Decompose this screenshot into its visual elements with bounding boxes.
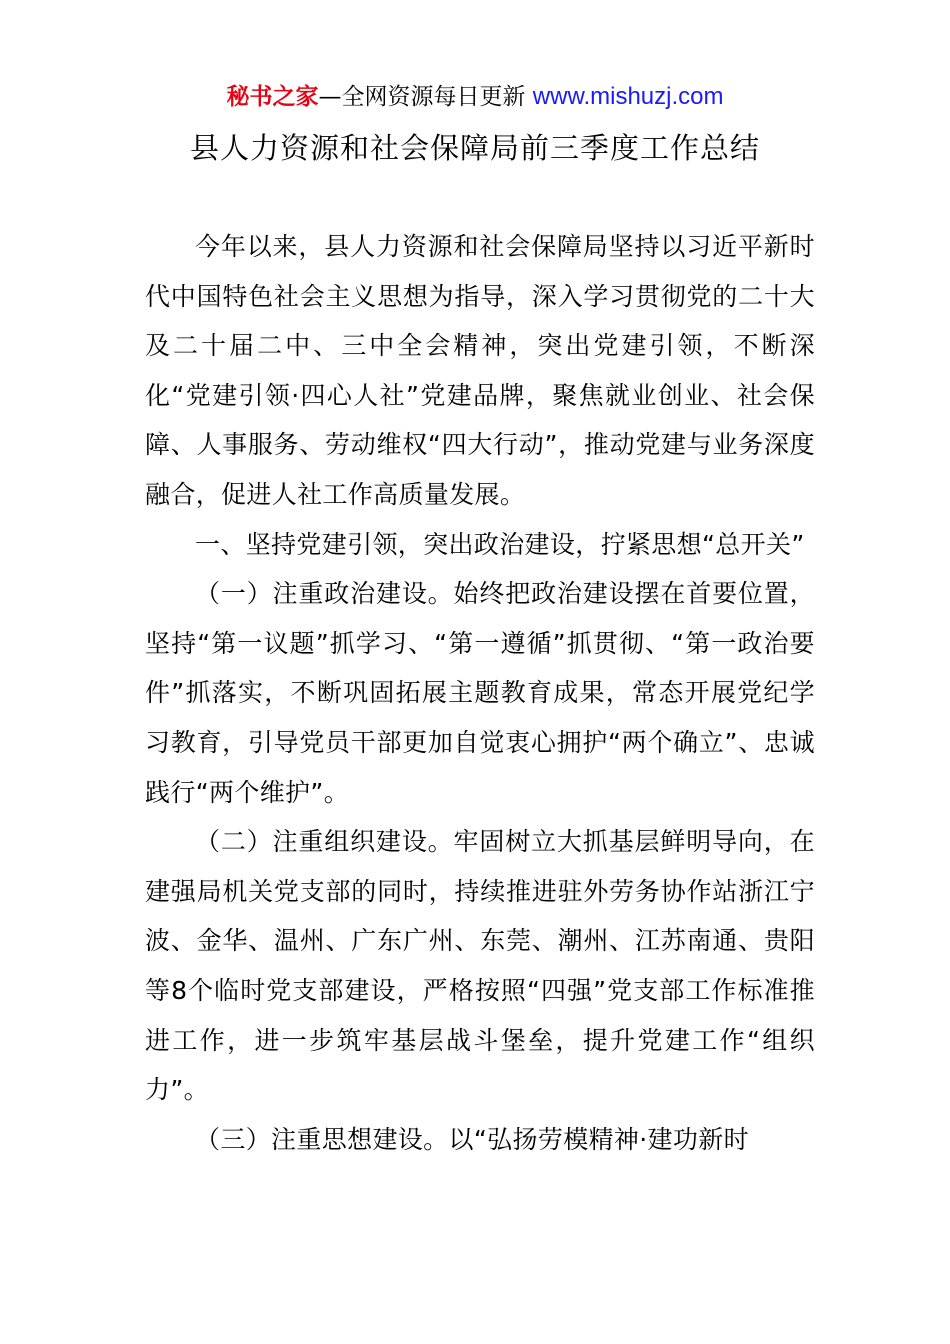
subsection-paragraph-2: （二）注重组织建设。牢固树立大抓基层鲜明导向，在建强局机关党支部的同时，持续推进驻外劳务协作站浙江宁波、金华、温州、广东广州、东莞、潮州、江苏南通、贵阳等8个临时党支部建设，严格按照“四强”党支部工作标准推进工作，进一步筑牢基层战斗堡垒，提升党建工作“组织力”。 (145, 827, 815, 1105)
document-body (145, 222, 815, 1164)
header-tagline: —全网资源每日更新 (318, 84, 533, 110)
site-header (0, 80, 950, 114)
intro-paragraph: 今年以来，县人力资源和社会保障局坚持以习近平新时代中国特色社会主义思想为指导，深入学习贯彻党的二十大及二十届二中、三中全会精神，突出党建引领，不断深化“党建引领·四心人社”党建品牌，聚焦就业创业、社会保障、人事服务、劳动维权“四大行动”，推动党建与业务深度融合，促进人社工作高质量发展。 (145, 232, 815, 509)
site-url-link[interactable]: www.mishuzj.com (532, 83, 724, 110)
subsection-paragraph-3: （三）注重思想建设。以“弘扬劳模精神·建功新时 (195, 1124, 749, 1154)
subsection-paragraph-1: （一）注重政治建设。始终把政治建设摆在首要位置，坚持“第一议题”抓学习、“第一遵循”抓贯彻、“第一政治要件”抓落实，不断巩固拓展主题教育成果，常态开展党纪学习教育，引导党员干部更加自觉衷心拥护“两个确立”、忠诚践行“两个维护”。 (145, 579, 815, 807)
document-title: 县人力资源和社会保障局前三季度工作总结 (189, 131, 760, 165)
brand-name: 秘书之家 (226, 84, 319, 110)
section-heading-1: 一、坚持党建引领，突出政治建设，拧紧思想“总开关” (195, 529, 805, 559)
